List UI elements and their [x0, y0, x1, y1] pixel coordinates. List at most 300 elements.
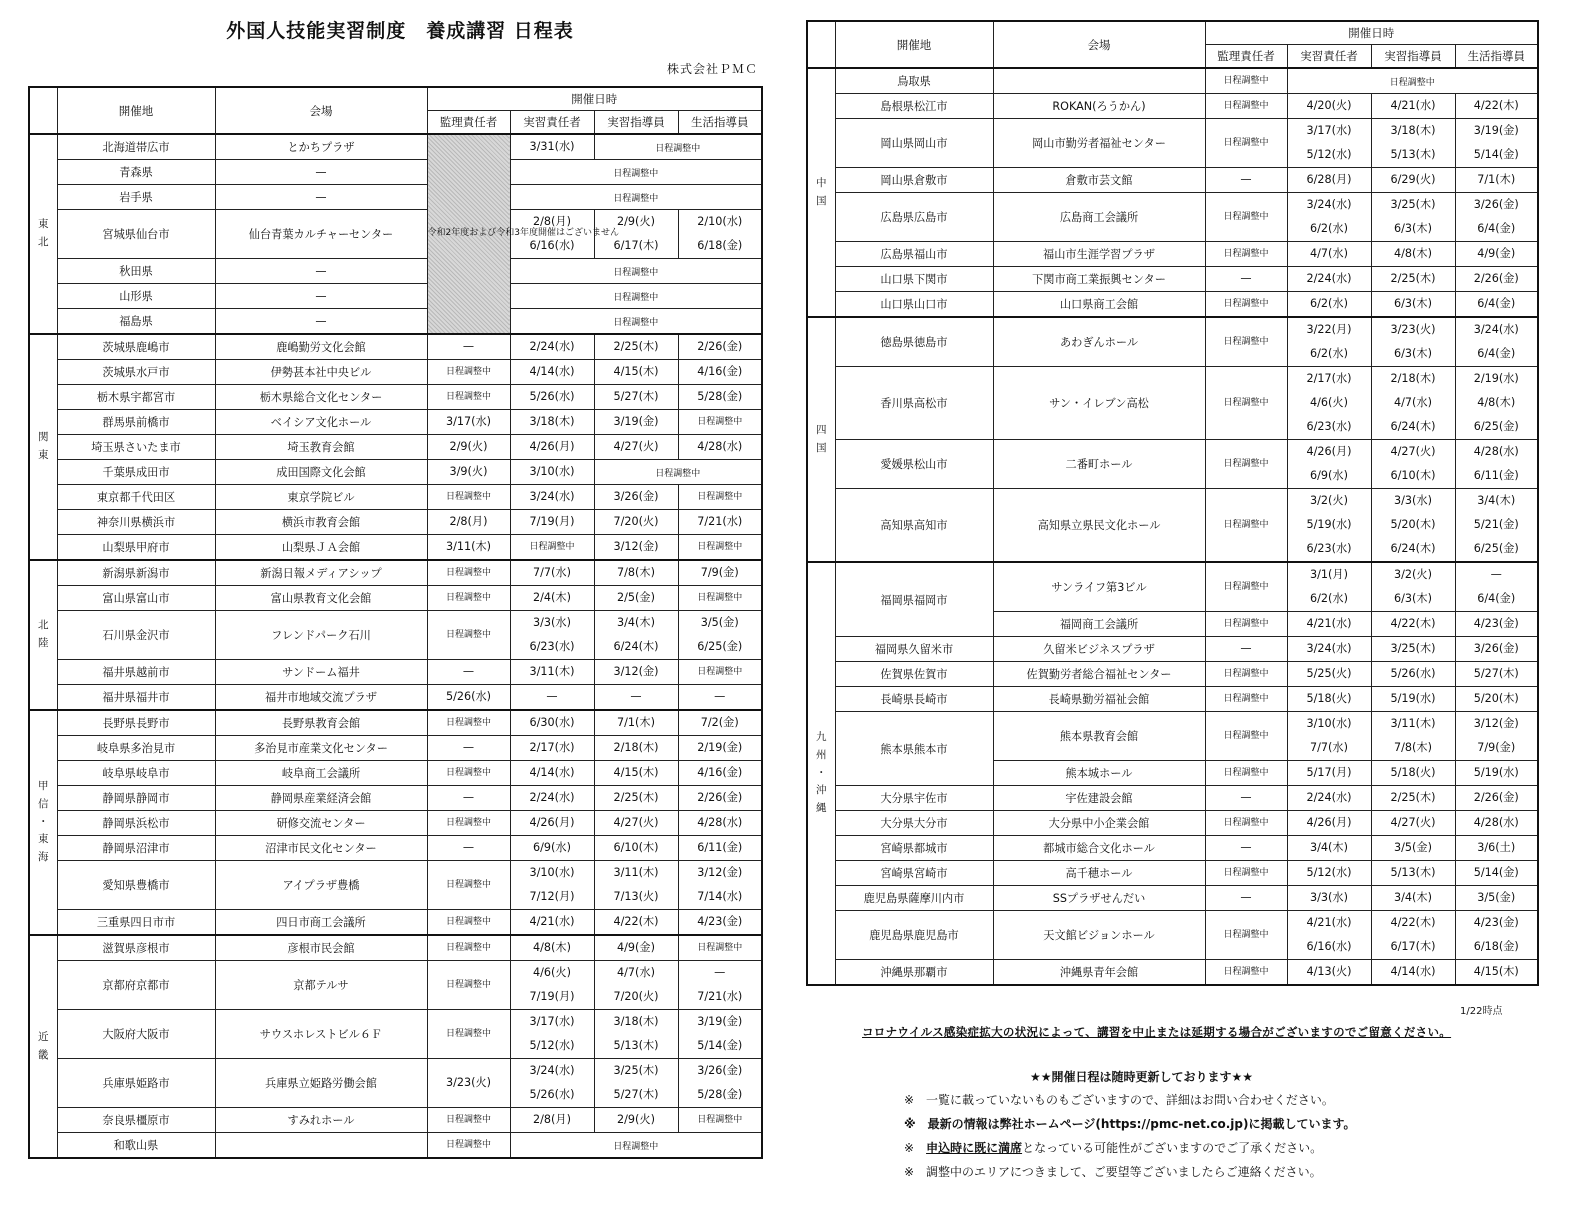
venue-cell: あわぎんホール	[993, 317, 1205, 367]
date-cell	[1455, 119, 1538, 168]
date-entry: 日程調整中	[1223, 138, 1269, 148]
venue-cell: 下関市商工業振興センター	[993, 267, 1205, 292]
date-cell	[1455, 440, 1538, 489]
date-entry: 日程調整中	[1223, 398, 1269, 408]
table-row	[29, 360, 762, 385]
supervisor-date	[1205, 562, 1287, 612]
date-cell	[1287, 761, 1371, 786]
date-cell	[678, 861, 762, 910]
supervisor-date	[427, 586, 510, 611]
place-cell: 岡山県倉敷市	[835, 168, 993, 193]
date-entry: 3/25(木)	[1390, 198, 1436, 211]
date-entry: 2/9(火)	[617, 215, 655, 228]
date-cell	[1455, 637, 1538, 662]
date-entry: 6/25(金)	[1473, 420, 1519, 433]
date-cell	[510, 910, 594, 936]
date-entry: 4/7(水)	[617, 966, 655, 979]
date-entry: 日程調整中	[1223, 520, 1269, 530]
date-cell	[678, 660, 762, 685]
date-entry: 3/4(木)	[617, 616, 655, 629]
place-cell: 埼玉県さいたま市	[57, 435, 215, 460]
header-dates: 開催日時	[427, 87, 762, 111]
place-cell: 岡山県岡山市	[835, 119, 993, 168]
date-cell	[1287, 489, 1371, 563]
table-row	[807, 836, 1538, 861]
date-entry: 5/20(木)	[1473, 692, 1519, 705]
supervisor-date	[427, 811, 510, 836]
date-entry: 日程調整中	[697, 593, 743, 603]
date-entry: 7/1(木)	[617, 716, 655, 729]
date-cell	[510, 485, 594, 510]
table-row	[29, 134, 762, 160]
date-entry: 3/24(水)	[1306, 642, 1352, 655]
date-entry: 7/2(金)	[700, 716, 739, 729]
date-entry: 7/20(火)	[613, 515, 659, 528]
date-entry: 日程調整中	[1223, 868, 1269, 878]
venue-cell: 山梨県ＪＡ会館	[215, 535, 427, 561]
date-cell	[678, 710, 762, 736]
date-entry: 3/11(木)	[445, 540, 492, 553]
date-entry: 7/7(水)	[1310, 741, 1348, 754]
table-row	[29, 861, 762, 910]
date-entry: 2/25(木)	[613, 340, 659, 353]
supervisor-date	[1205, 168, 1287, 193]
supervisor-date	[427, 710, 510, 736]
date-entry: 2/10(水)	[697, 215, 743, 228]
venue-cell: 長野県教育会館	[215, 710, 427, 736]
date-cell	[678, 1010, 762, 1059]
date-entry: 6/18(金)	[1473, 940, 1519, 953]
place-cell: 山形県	[57, 284, 215, 309]
date-entry: 5/17(月)	[1306, 766, 1352, 779]
date-cell	[594, 510, 678, 535]
venue-cell: 東京学院ビル	[215, 485, 427, 510]
table-row	[807, 68, 1538, 94]
place-cell: 福岡県福岡市	[835, 562, 993, 637]
place-cell: 茨城県鹿嶋市	[57, 334, 215, 360]
date-entry: 5/19(水)	[1306, 518, 1352, 531]
date-entry: 3/19(金)	[613, 415, 659, 428]
date-cell	[678, 586, 762, 611]
date-cell	[1371, 811, 1455, 836]
table-row	[29, 485, 762, 510]
supervisor-date	[1205, 861, 1287, 886]
place-cell: 鹿児島県鹿児島市	[835, 911, 993, 960]
venue-cell: 沖縄県青年会館	[993, 960, 1205, 986]
table-row	[807, 440, 1538, 489]
venue-cell: 大分県中小企業会館	[993, 811, 1205, 836]
supervisor-date	[1205, 317, 1287, 367]
date-entry: —	[1240, 841, 1252, 854]
date-cell	[1371, 911, 1455, 960]
date-entry: 4/8(木)	[1394, 247, 1432, 260]
date-entry: 日程調整中	[445, 630, 491, 640]
table-row	[807, 119, 1538, 168]
date-cell	[594, 935, 678, 961]
venue-cell: 仙台青葉カルチャーセンター	[215, 210, 427, 259]
schedule-table-right	[806, 20, 1539, 986]
date-entry: 7/19(月)	[529, 990, 575, 1003]
supervisor-date	[1205, 267, 1287, 292]
header-c4: 生活指導員	[678, 111, 762, 135]
status-cell: 日程調整中	[510, 284, 762, 309]
venue-cell	[993, 68, 1205, 94]
date-entry: 4/16(金)	[697, 766, 743, 779]
date-entry: 日程調整中	[445, 718, 491, 728]
date-entry: 7/13(火)	[613, 890, 659, 903]
date-cell	[1287, 193, 1371, 242]
date-cell	[1371, 836, 1455, 861]
date-cell	[1455, 687, 1538, 712]
header-c3: 実習指導員	[594, 111, 678, 135]
date-cell	[1455, 292, 1538, 318]
date-entry: 日程調整中	[1223, 299, 1269, 309]
date-entry: 3/11(木)	[613, 866, 659, 879]
date-cell	[1371, 119, 1455, 168]
date-entry: 4/14(水)	[529, 766, 575, 779]
status-cell: 日程調整中	[510, 160, 762, 185]
place-cell: 千葉県成田市	[57, 460, 215, 485]
venue-cell: 岡山市勤労者福祉センター	[993, 119, 1205, 168]
region-label: 近 畿	[29, 935, 57, 1158]
venue-cell: 二番町ホール	[993, 440, 1205, 489]
date-cell	[1455, 836, 1538, 861]
date-entry: 2/25(木)	[1390, 791, 1436, 804]
date-entry: 4/14(水)	[529, 365, 575, 378]
venue-cell: 鹿嶋勤労文化会館	[215, 334, 427, 360]
supervisor-date	[1205, 886, 1287, 911]
table-row	[29, 736, 762, 761]
date-entry: 日程調整中	[445, 568, 491, 578]
date-entry: 日程調整中	[1223, 212, 1269, 222]
date-cell	[1455, 911, 1538, 960]
date-cell	[1287, 886, 1371, 911]
supervisor-date	[1205, 761, 1287, 786]
date-entry: 日程調整中	[1223, 459, 1269, 469]
date-entry: 日程調整中	[445, 880, 491, 890]
date-entry: 日程調整中	[445, 1115, 491, 1125]
date-entry: —	[462, 841, 475, 854]
date-entry: —	[714, 966, 726, 979]
place-cell: 東京都千代田区	[57, 485, 215, 510]
date-entry: 3/4(木)	[1394, 891, 1432, 904]
place-cell: 神奈川県横浜市	[57, 510, 215, 535]
table-row	[807, 662, 1538, 687]
date-cell	[1371, 662, 1455, 687]
date-entry: 5/14(金)	[1473, 148, 1519, 161]
date-entry: 2/5(金)	[617, 591, 655, 604]
date-cell	[1287, 119, 1371, 168]
venue-cell: —	[215, 160, 427, 185]
supervisor-date	[1205, 94, 1287, 119]
supervisor-date	[427, 385, 510, 410]
venue-cell: —	[215, 185, 427, 210]
venue-cell: 成田国際文化会館	[215, 460, 427, 485]
date-entry: 3/26(金)	[613, 490, 659, 503]
date-entry: 6/29(火)	[1390, 173, 1436, 186]
date-entry: 2/26(金)	[1473, 272, 1519, 285]
venue-cell: すみれホール	[215, 1108, 427, 1133]
date-entry: —	[1240, 642, 1252, 655]
date-cell	[1455, 712, 1538, 761]
date-cell	[1371, 489, 1455, 563]
table-row	[29, 710, 762, 736]
date-cell	[678, 910, 762, 936]
date-cell	[1287, 836, 1371, 861]
table-row	[29, 786, 762, 811]
venue-cell: 都城市総合文化ホール	[993, 836, 1205, 861]
date-cell	[510, 385, 594, 410]
date-cell	[1455, 612, 1538, 637]
date-cell	[594, 710, 678, 736]
date-entry: 3/1(月)	[1310, 568, 1348, 581]
date-entry: 3/23(火)	[445, 1076, 492, 1089]
supervisor-date	[1205, 489, 1287, 563]
date-cell	[1455, 317, 1538, 367]
date-cell	[1287, 960, 1371, 986]
supervisor-date	[427, 935, 510, 961]
date-entry: 2/26(金)	[697, 340, 743, 353]
place-cell: 静岡県浜松市	[57, 811, 215, 836]
place-cell: 奈良県橿原市	[57, 1108, 215, 1133]
date-entry: 4/23(金)	[1473, 916, 1519, 929]
venue-cell: サンドーム福井	[215, 660, 427, 685]
date-entry: 2/26(金)	[1473, 791, 1519, 804]
date-entry: 3/26(金)	[697, 1064, 743, 1077]
date-entry: 6/2(水)	[1310, 592, 1348, 605]
date-entry: 4/28(水)	[1473, 816, 1519, 829]
table-row	[29, 811, 762, 836]
date-entry: 5/26(水)	[1390, 667, 1436, 680]
date-entry: 2/4(木)	[533, 591, 571, 604]
date-entry: —	[1490, 568, 1502, 581]
date-entry: 2/24(水)	[529, 340, 575, 353]
venue-cell: 静岡県産業経済会館	[215, 786, 427, 811]
venue-cell: 熊本県教育会館	[993, 712, 1205, 761]
date-cell	[678, 210, 762, 259]
date-entry: 日程調整中	[445, 943, 491, 953]
date-entry: 3/3(水)	[1310, 891, 1348, 904]
date-cell	[678, 510, 762, 535]
date-entry: 4/22(木)	[613, 915, 659, 928]
date-cell	[678, 410, 762, 435]
as-of-date: 1/22時点	[1460, 1006, 1503, 1017]
date-cell	[678, 560, 762, 586]
date-entry: 3/24(水)	[529, 490, 575, 503]
supervisor-date	[1205, 836, 1287, 861]
date-entry: 4/7(水)	[1310, 247, 1348, 260]
date-entry: 日程調整中	[529, 542, 575, 552]
date-entry: 3/5(金)	[700, 616, 739, 629]
header-c1: 監理責任者	[427, 111, 510, 135]
date-entry: 日程調整中	[697, 1115, 743, 1125]
date-entry: —	[462, 665, 475, 678]
date-entry: 4/26(月)	[1306, 445, 1352, 458]
date-entry: 日程調整中	[445, 980, 491, 990]
place-cell: 福岡県久留米市	[835, 637, 993, 662]
table-row	[807, 712, 1538, 761]
place-cell: 福井県越前市	[57, 660, 215, 685]
date-entry: 3/12(金)	[697, 866, 743, 879]
header-dates: 開催日時	[1205, 21, 1538, 45]
update-notice: ★★開催日程は随時更新しております★★	[1030, 1070, 1254, 1084]
status-cell: 日程調整中	[594, 134, 762, 160]
date-entry: 2/9(火)	[617, 1113, 655, 1126]
date-entry: 日程調整中	[1223, 619, 1269, 629]
date-cell	[510, 736, 594, 761]
venue-cell: —	[215, 259, 427, 284]
venue-cell: 彦根市民会館	[215, 935, 427, 961]
date-entry: 日程調整中	[445, 818, 491, 828]
note-item: ※ 一覧に載っていないものもございますので、詳細はお問い合わせください。	[904, 1093, 1334, 1107]
date-cell	[1371, 886, 1455, 911]
date-entry: 4/28(水)	[1473, 445, 1519, 458]
place-cell: 北海道帯広市	[57, 134, 215, 160]
place-cell: 京都府京都市	[57, 961, 215, 1010]
table-row	[29, 210, 762, 259]
table-row	[807, 168, 1538, 193]
date-entry: 5/19(水)	[1473, 766, 1519, 779]
date-cell	[1455, 786, 1538, 811]
supervisor-date	[427, 460, 510, 485]
date-cell	[678, 811, 762, 836]
date-cell	[1371, 612, 1455, 637]
date-entry: —	[714, 690, 726, 703]
place-cell: 愛媛県松山市	[835, 440, 993, 489]
place-cell: 香川県高松市	[835, 367, 993, 440]
date-cell	[510, 786, 594, 811]
date-entry: 6/16(水)	[1306, 940, 1352, 953]
date-cell	[1371, 440, 1455, 489]
table-row	[29, 259, 762, 284]
supervisor-date	[427, 786, 510, 811]
venue-cell: SSプラザせんだい	[993, 886, 1205, 911]
supervisor-date	[1205, 786, 1287, 811]
date-entry: 3/18(木)	[1390, 124, 1436, 137]
date-entry: 2/19(水)	[1473, 372, 1519, 385]
header-c2: 実習責任者	[1287, 45, 1371, 69]
supervisor-date	[427, 611, 510, 660]
date-cell	[1371, 242, 1455, 267]
date-cell	[678, 611, 762, 660]
place-cell: 青森県	[57, 160, 215, 185]
date-entry: 6/3(木)	[1394, 592, 1432, 605]
note-item	[904, 1136, 1356, 1160]
date-entry: —	[462, 340, 475, 353]
date-cell	[1287, 637, 1371, 662]
date-entry: 6/2(水)	[1310, 347, 1348, 360]
date-entry: 日程調整中	[697, 542, 743, 552]
table-row	[29, 460, 762, 485]
date-cell	[1287, 712, 1371, 761]
date-entry: 日程調整中	[1223, 967, 1269, 977]
date-entry: 4/9(金)	[617, 941, 655, 954]
date-entry: 2/26(金)	[697, 791, 743, 804]
date-cell	[1455, 193, 1538, 242]
date-cell	[1287, 367, 1371, 440]
venue-cell: 広島商工会議所	[993, 193, 1205, 242]
date-entry: —	[1240, 272, 1252, 285]
date-cell	[1455, 367, 1538, 440]
supervisor-date	[427, 535, 510, 561]
date-entry: 5/28(金)	[697, 390, 743, 403]
table-row	[29, 309, 762, 335]
status-cell: 日程調整中	[510, 309, 762, 335]
venue-cell: アイプラザ豊橋	[215, 861, 427, 910]
venue-cell: 富山県教育文化会館	[215, 586, 427, 611]
date-cell	[1455, 861, 1538, 886]
venue-cell: サウスホレストビル６Ｆ	[215, 1010, 427, 1059]
date-cell	[1287, 911, 1371, 960]
date-entry: 3/2(火)	[1394, 568, 1432, 581]
region-label: 関 東	[29, 334, 57, 560]
date-entry: 7/19(月)	[529, 515, 575, 528]
date-entry: 2/24(水)	[1306, 791, 1352, 804]
date-entry: 2/18(木)	[1390, 372, 1436, 385]
place-cell: 静岡県静岡市	[57, 786, 215, 811]
date-entry: 5/20(木)	[1390, 518, 1436, 531]
venue-cell: 岐阜商工会議所	[215, 761, 427, 786]
place-cell: 沖縄県那覇市	[835, 960, 993, 986]
date-entry: 4/21(水)	[1306, 916, 1352, 929]
date-entry: 5/12(水)	[529, 1039, 575, 1052]
table-row	[29, 836, 762, 861]
header-venue: 会場	[215, 87, 427, 134]
date-cell	[1371, 562, 1455, 612]
table-row	[807, 94, 1538, 119]
note-mark: ※	[904, 1141, 927, 1155]
table-row	[29, 1133, 762, 1159]
venue-cell: 研修交流センター	[215, 811, 427, 836]
venue-cell: フレンドパーク石川	[215, 611, 427, 660]
table-row	[29, 685, 762, 711]
date-cell	[678, 786, 762, 811]
date-entry: 7/20(火)	[613, 990, 659, 1003]
date-cell	[1371, 960, 1455, 986]
header-c2: 実習責任者	[510, 111, 594, 135]
date-cell	[1287, 662, 1371, 687]
date-cell	[510, 685, 594, 711]
supervisor-date	[1205, 662, 1287, 687]
supervisor-date	[427, 435, 510, 460]
no-held-notice: 令和2年度および令和3年度開催はございません	[427, 134, 510, 334]
date-cell	[678, 385, 762, 410]
date-entry: 日程調整中	[445, 1140, 491, 1150]
place-cell: 滋賀県彦根市	[57, 935, 215, 961]
date-entry: 6/25(金)	[697, 640, 743, 653]
date-cell	[1371, 861, 1455, 886]
venue-cell: サン・イレブン高松	[993, 367, 1205, 440]
date-entry: 3/17(水)	[529, 1015, 575, 1028]
place-cell: 宮崎県宮崎市	[835, 861, 993, 886]
place-cell: 長野県長野市	[57, 710, 215, 736]
date-cell	[510, 836, 594, 861]
date-entry: 6/11(金)	[1473, 469, 1519, 482]
date-entry: 5/14(金)	[697, 1039, 743, 1052]
date-entry: 日程調整中	[1223, 669, 1269, 679]
date-cell	[594, 811, 678, 836]
date-entry: 6/18(金)	[697, 239, 743, 252]
date-cell	[1371, 317, 1455, 367]
header-venue: 会場	[993, 21, 1205, 68]
venue-cell: 福井市地域交流プラザ	[215, 685, 427, 711]
date-entry: 2/8(月)	[533, 1113, 571, 1126]
date-cell	[678, 334, 762, 360]
place-cell: 三重県四日市市	[57, 910, 215, 936]
date-entry: 2/17(水)	[529, 741, 575, 754]
date-entry: 日程調整中	[445, 492, 491, 502]
place-cell: 兵庫県姫路市	[57, 1059, 215, 1108]
